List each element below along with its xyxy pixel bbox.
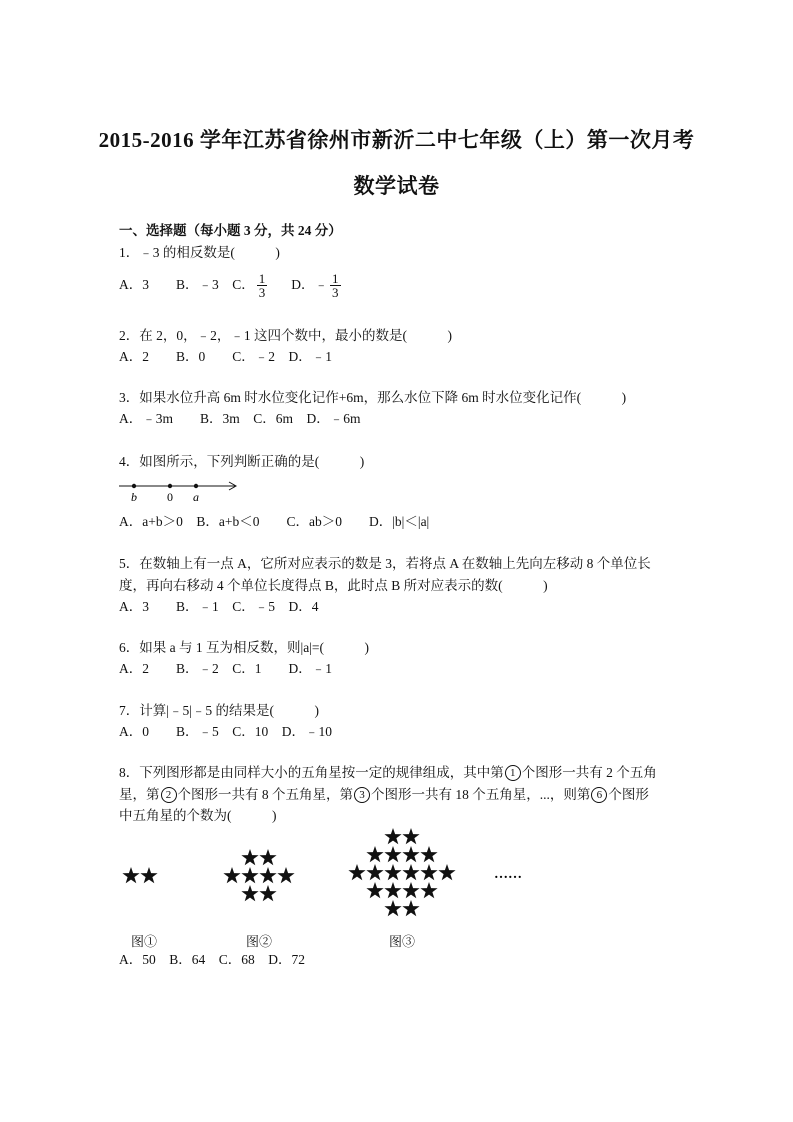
q1-fraction-c-den: 3 [258, 285, 266, 301]
star-icon [420, 882, 437, 898]
star-icon [259, 867, 276, 883]
exam-title-line1: 2015-2016 学年江苏省徐州市新沂二中七年级（上）第一次月考 [98, 128, 695, 152]
q8-line2-text-b: 个图形一共有 8 个五角星，第 [177, 787, 353, 802]
q5-line2: 度，再向右移动 4 个单位长度得点 B，此时点 B 所对应表示的数( ) [119, 578, 548, 593]
q5-line1: 5．在数轴上有一点 A，它所对应表示的数是 3，若将点 A 在数轴上先向左移动 8 个单位长 [119, 556, 651, 571]
point-zero [168, 484, 172, 488]
q1-fraction-c [257, 272, 268, 299]
circled-number-3: 3 [354, 787, 370, 803]
star-icon [384, 882, 401, 898]
star-icon [140, 867, 157, 883]
q6-stem: 6．如果 a 与 1 互为相反数，则|a|=( ) [119, 640, 369, 655]
star-icon [384, 900, 401, 916]
star-icon [259, 849, 276, 865]
q1-stem: 1．﹣3 的相反数是( ) [119, 245, 280, 260]
section-heading: 一、选择题（每小题 3 分，共 24 分） [119, 223, 342, 238]
star-icon [277, 867, 294, 883]
star-icon [259, 885, 276, 901]
q8-line1-text-b: 个图形一共有 2 个五角 [521, 765, 657, 780]
star-icon [366, 882, 383, 898]
q6-options: A．2 B．﹣2 C．1 D．﹣1 [119, 661, 333, 676]
ellipsis-text: …… [494, 867, 522, 882]
star-icon [241, 867, 258, 883]
star-icon [384, 864, 401, 880]
figure-1-label: 图① [131, 934, 158, 949]
star-icon [223, 867, 240, 883]
star-icon [241, 849, 258, 865]
star-icon [420, 864, 437, 880]
star-icon [122, 867, 139, 883]
star-icon [438, 864, 455, 880]
star-icon [402, 828, 419, 844]
figure-3-stars [348, 828, 455, 916]
q2-stem: 2．在 2，0，﹣2，﹣1 这四个数中，最小的数是( ) [119, 328, 452, 343]
q8-options: A．50 B．64 C．68 D．72 [119, 952, 306, 967]
figure-1-stars [122, 867, 157, 883]
q1-options-ab: A．3 B．﹣3 C． [119, 277, 255, 292]
q4-options: A．a+b＞0 B．a+b＜0 C．ab＞0 D．|b|＜|a| [119, 514, 430, 529]
q8-line1-text-a: 8．下列图形都是由同样大小的五角星按一定的规律组成，其中第 [119, 765, 504, 780]
q1-fraction-c-num: 1 [258, 271, 266, 287]
point-a [194, 484, 198, 488]
q1-fraction-d-num: 1 [332, 271, 339, 287]
number-line-figure [117, 478, 247, 504]
star-icon [402, 900, 419, 916]
q8-line2-text-d: 个图形 [608, 787, 649, 802]
star-icon [241, 885, 258, 901]
q1-options [119, 268, 343, 302]
q8-line2-text-a: 星，第 [119, 787, 160, 802]
q8-line1 [119, 764, 657, 782]
star-icon [420, 846, 437, 862]
point-b [132, 484, 136, 488]
label-b: b [131, 490, 137, 504]
q7-stem: 7．计算|﹣5|﹣5 的结果是( ) [119, 703, 320, 718]
q7-options: A．0 B．﹣5 C．10 D．﹣10 [119, 724, 333, 739]
star-icon [366, 864, 383, 880]
star-icon [402, 846, 419, 862]
q3-options: A．﹣3m B．3m C．6m D．﹣6m [119, 411, 361, 426]
star-icon [402, 864, 419, 880]
star-icon [384, 846, 401, 862]
q1-fraction-d [330, 272, 341, 299]
star-icon [384, 828, 401, 844]
star-icon [348, 864, 365, 880]
star-icon [366, 846, 383, 862]
circled-number-2: 2 [161, 787, 177, 803]
q3-stem: 3．如果水位升高 6m 时水位变化记作+6m，那么水位下降 6m 时水位变化记作( ) [119, 390, 627, 405]
q8-line2 [119, 786, 649, 804]
q2-options: A．2 B．0 C．﹣2 D．﹣1 [119, 349, 333, 364]
q5-options: A．3 B．﹣1 C．﹣5 D．4 [119, 599, 319, 614]
q1-fraction-d-den: 3 [332, 285, 339, 301]
q8-line2-text-c: 个图形一共有 18 个五角星，...，则第 [371, 787, 591, 802]
figure-2-stars [223, 849, 294, 901]
circled-number-6: 6 [591, 787, 607, 803]
q4-stem: 4．如图所示，下列判断正确的是( ) [119, 454, 365, 469]
q8-line3: 中五角星的个数为( ) [119, 808, 277, 823]
figure-2-label: 图② [246, 934, 273, 949]
star-pattern-figures [0, 820, 793, 920]
label-zero: 0 [167, 490, 173, 504]
q1-option-d: D．﹣ [291, 277, 329, 292]
figure-3-label: 图③ [389, 934, 416, 949]
star-icon [402, 882, 419, 898]
label-a: a [193, 490, 199, 504]
circled-number-1: 1 [505, 765, 521, 781]
exam-title-line2: 数学试卷 [353, 174, 440, 198]
